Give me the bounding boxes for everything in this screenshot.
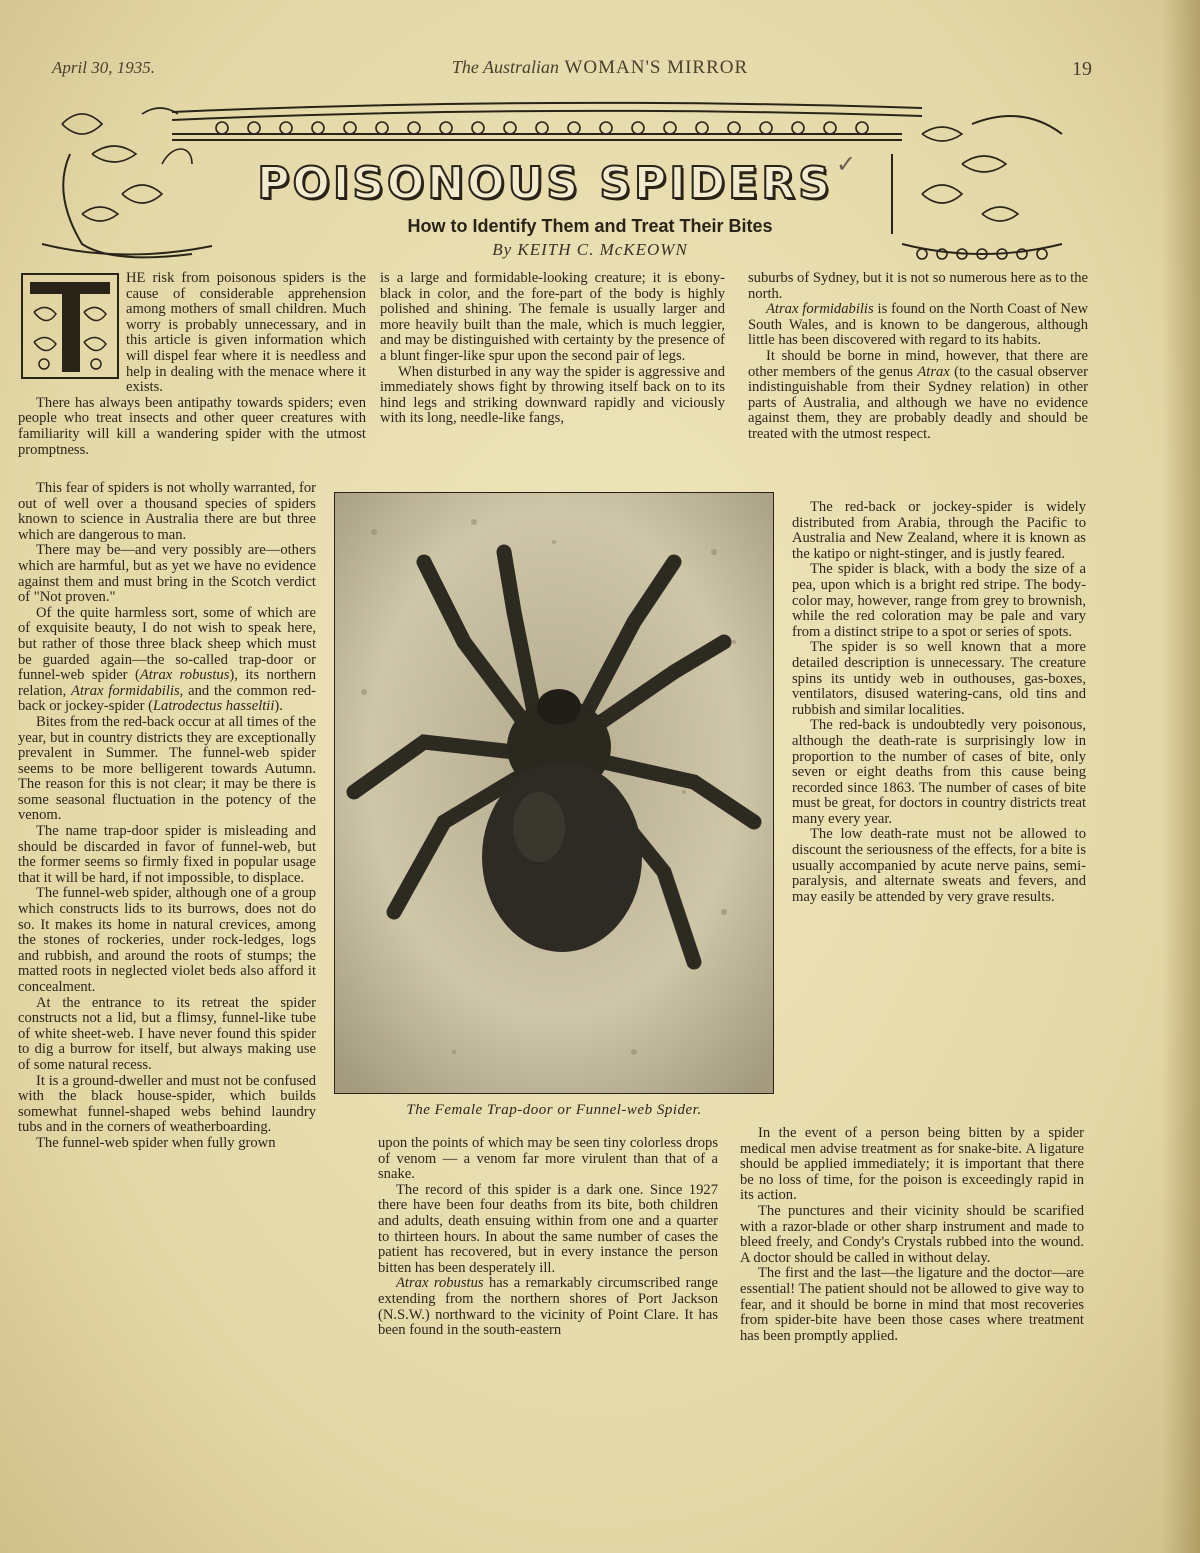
paragraph-continued: is a large and formidable-looking creature; it is ebony-black in color, and the fore-part of the body is highly polished and shining. The female is usually larger and more heavily built than the male, which is much leggier, and may be distinguished with certainty by the presence of a blunt finger-like spur upon the second pair of legs.	[380, 270, 725, 364]
page-number: 19	[1072, 58, 1092, 80]
paragraph-continued: suburbs of Sydney, but it is not so numerous here as to the north.	[748, 270, 1088, 302]
paragraph: The low death-rate must not be allowed to discount the seriousness of the effects, for a bite is usually accompanied by acute nerve pains, semi-paralysis, and alternate sweats and fevers, and may easily be attended by very grave results.	[792, 826, 1086, 905]
paragraph: The punctures and their vicinity should be scarified with a razor-blade or other sharp instrument and made to bleed freely, and Condy's Crystals rubbed into the wound. A doctor should be called in without delay.	[740, 1202, 1084, 1266]
masthead	[0, 57, 1200, 79]
text-run: and the common red-back or jockey-spider (	[18, 682, 317, 715]
paragraph: At the entrance to its retreat the spider constructs not a lid, but a flimsy, funnel-like tube of white sheet-web. I have never found this spider to dig a burrow for itself, but always making use of some natural recess.	[18, 994, 316, 1073]
column-2-top	[380, 271, 725, 427]
photo-caption: The Female Trap-door or Funnel-web Spider.	[406, 1102, 702, 1118]
text-run: Of the quite harmless sort, some of which are of exquisite beauty, I do not wish to speak here, but rather of those three black sheep which must be guarded again—the so-called trap-door or funnel-web spider (	[18, 604, 316, 684]
issue-date: April 30, 1935.	[52, 58, 155, 77]
paragraph: The spider is black, with a body the size of a pea, upon which is a bright red stripe. The body-color may, however, range from grey to brownish, while the red coloration may be pale and vary from a distinct stripe to a spot or series of spots.	[792, 561, 1086, 640]
column-3-narrow	[792, 500, 1086, 905]
species-name: Atrax robustus	[396, 1275, 484, 1292]
paragraph: The spider is so well known that a more detailed description is unnecessary. The creature spins its untidy web in outhouses, gas-boxes, ventilators, disused watering-cans, old tins and rubbish and similar localities.	[792, 639, 1086, 718]
paragraph: There may be—and very possibly are—others which are harmful, but as yet we have no evidence against them and must bring in the Scotch verdict of "Not proven."	[18, 542, 316, 606]
text-run: is found on the North Coast of New South Wales, and is known to be dangerous, although little has been discovered with regard to its habits.	[748, 301, 1088, 349]
paragraph: The red-back is undoubtedly very poisonous, although the death-rate is surprisingly low in proportion to the number of cases of bite, only seven or eight deaths from this cause being recorded since 1863. The number of cases of bite must be great, for doctors in country districts treat many every year.	[792, 717, 1086, 827]
spider-photograph	[334, 492, 774, 1094]
paragraph: The red-back or jockey-spider is widely distributed from Arabia, through the Pacific to Australia and New Zealand, where it is known as the katipo or night-stinger, and is justly feared.	[792, 499, 1086, 562]
paragraph: In the event of a person being bitten by a spider medical men advise treatment as for snake-bite. A ligature should be applied immediately; it is important that there be no loss of time, for the poison is exceedingly rapid in its action.	[740, 1125, 1084, 1204]
paragraph	[748, 349, 1088, 443]
paragraph: When disturbed in any way the spider is aggressive and immediately shows fight by throwing itself back on to its hind legs and striking downward rapidly and viciously with its long, needle-like fangs,	[380, 363, 725, 427]
text-run: (to the casual observer indistinguishable from their Sydney relation) in other parts of Australia, and although we have no evidence against them, they are probably deadly and should be treated with the utmost respect.	[748, 363, 1088, 442]
species-name: Latrodectus hasseltii	[152, 698, 275, 715]
species-name: Atrax formidabilis,	[71, 682, 184, 699]
paragraph: The first and the last—the ligature and the doctor—are essential! The patient should not be allowed to give way to fear, and it should be borne in mind that most recoveries from spider-bite have been those cases where treatment has been promptly applied.	[740, 1265, 1084, 1344]
column-3-top	[748, 271, 1088, 443]
paragraph: This fear of spiders is not wholly warranted, for out of well over a thousand species of spiders known to science in Australia there are but three which are dangerous to man.	[18, 480, 316, 543]
article-title: POISONOUS SPIDERS	[257, 158, 833, 209]
paragraph: Bites from the red-back occur at all times of the year, but in country districts they are exceptionally prevalent in Summer. The funnel-web spider seems to be more belligerent towards Autumn. The reason for this is not clear; it may be there is some seasonal fluctuation in the potency of the venom.	[18, 713, 316, 824]
paragraph: It is a ground-dweller and must not be confused with the black house-spider, which builds somewhat funnel-shaped webs behind laundry tubs and in the corners of weatherboarding.	[18, 1072, 316, 1136]
article-byline: By KEITH C. McKEOWN	[492, 240, 688, 259]
masthead-title: WOMAN'S MIRROR	[564, 57, 749, 78]
article-subtitle: How to Identify Them and Treat Their Bites	[407, 216, 773, 236]
text-run: ).	[274, 698, 283, 715]
text-run: ), its northern relation,	[18, 667, 316, 699]
lead-text: HE risk from poisonous spiders is the cause of considerable apprehension among mothers of small children. Much worry is probably unnecessary, and in this article is given information which will dispel fear where it is needless and help in dealing with the menace where it exists.	[126, 270, 366, 396]
column-2-bottom	[378, 1136, 718, 1339]
paragraph: The funnel-web spider when fully grown	[36, 1134, 276, 1151]
page-edge-shadow	[1162, 0, 1200, 1553]
paragraph: The record of this spider is a dark one. Since 1927 there have been four deaths from its bite, both children and adults, death ensuing within from one and a quarter to thirteen hours. In about the same number of cases the patient has recovered, but in every instance the person bitten has been desperately ill.	[378, 1181, 718, 1276]
article-lead	[18, 271, 366, 396]
check-mark-icon: ✓	[836, 150, 857, 178]
masthead-prefix: The Australian	[451, 57, 560, 77]
column-1-narrow	[18, 481, 316, 1152]
species-name: Atrax	[917, 363, 950, 380]
text-run: It should be borne in mind, however, that there are other members of the genus	[748, 347, 1088, 380]
paragraph	[748, 302, 1088, 349]
paragraph	[378, 1276, 718, 1338]
paragraph: The funnel-web spider, although one of a group which constructs lids to its burrows, does not do so. It makes its home in natural crevices, among the stones of rockeries, under rock-ledges, logs and rubbish, and around the roots of stumps; the matted roots in neglected violet beds also afford it concealment.	[18, 885, 316, 995]
column-1-top	[18, 271, 366, 458]
species-name: Atrax formidabilis	[766, 301, 874, 318]
species-name: Atrax robustus	[139, 667, 230, 684]
paragraph: There has always been antipathy towards spiders; even people who treat insects and other queer creatures with familiarity will kill a wandering spider with the utmost promptness.	[18, 394, 366, 458]
paragraph: The name trap-door spider is misleading and should be discarded in favor of funnel-web, but the former seems so firmly fixed in popular usage that it will be hard, if not impossible, to displace.	[18, 823, 316, 886]
text-run: has a remarkably circumscribed range extending from the northern shores of Port Jackson (N.S.W.) northward to the vicinity of Point Clare. It has been found in the south-eastern	[378, 1275, 718, 1339]
paragraph-continued: upon the points of which may be seen tiny colorless drops of venom — a venom far more virulent than that of a snake.	[378, 1135, 718, 1183]
column-3-bottom	[740, 1126, 1084, 1344]
paragraph	[18, 606, 316, 715]
